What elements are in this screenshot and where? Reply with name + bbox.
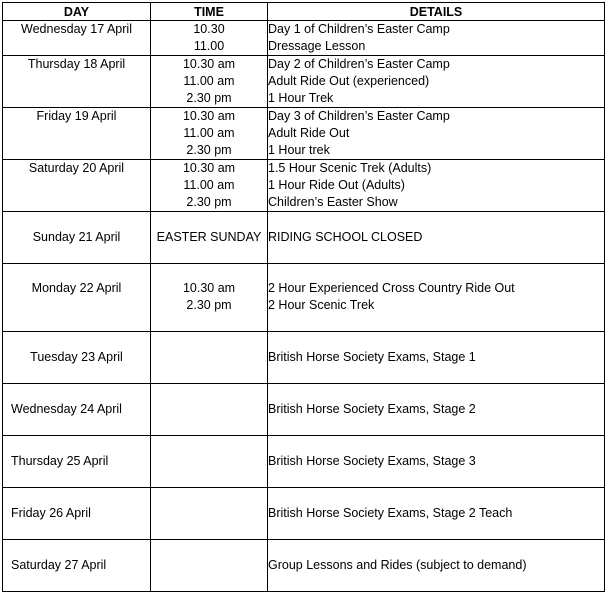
table-row xyxy=(3,108,605,160)
header-row xyxy=(3,3,605,21)
detail-line: Adult Ride Out (experienced) xyxy=(268,74,430,88)
header-time: TIME xyxy=(151,3,268,21)
table-row xyxy=(3,56,605,108)
time-value: 10.30 am xyxy=(182,281,236,295)
time-value: 11.00 xyxy=(193,39,225,53)
details-cell xyxy=(268,332,605,384)
easter-schedule-table xyxy=(2,2,605,592)
header-day: DAY xyxy=(3,3,151,21)
details-cell xyxy=(268,108,605,160)
time-value: 10.30 am xyxy=(182,161,236,175)
table-row xyxy=(3,540,605,592)
details-cell xyxy=(268,56,605,108)
detail-line: Day 3 of Children’s Easter Camp xyxy=(268,109,450,123)
details-cell xyxy=(268,488,605,540)
detail-line: 2 Hour Experienced Cross Country Ride Out xyxy=(268,281,515,295)
day-cell: Wednesday 24 April xyxy=(3,384,151,436)
detail-line: Dressage Lesson xyxy=(268,39,366,53)
table-row xyxy=(3,436,605,488)
time-cell xyxy=(151,108,268,160)
details-cell xyxy=(268,540,605,592)
time-value: 11.00 am xyxy=(183,178,235,192)
day-cell: Saturday 20 April xyxy=(3,160,151,212)
detail-line: 2 Hour Scenic Trek xyxy=(268,298,375,312)
day-cell: Tuesday 23 April xyxy=(3,332,151,384)
day-cell: Sunday 21 April xyxy=(3,212,151,264)
time-cell xyxy=(151,332,268,384)
details-cell xyxy=(268,264,605,332)
time-cell xyxy=(151,540,268,592)
details-cell xyxy=(268,160,605,212)
time-cell xyxy=(151,160,268,212)
time-cell xyxy=(151,21,268,56)
details-cell xyxy=(268,212,605,264)
detail-line: British Horse Society Exams, Stage 1 xyxy=(268,350,476,364)
detail-line: RIDING SCHOOL CLOSED xyxy=(268,230,423,244)
time-cell xyxy=(151,264,268,332)
header-details: DETAILS xyxy=(268,3,605,21)
detail-line: 1 Hour Trek xyxy=(268,91,334,105)
details-cell xyxy=(268,21,605,56)
detail-line: Group Lessons and Rides (subject to demand) xyxy=(268,558,527,572)
table-row xyxy=(3,21,605,56)
day-cell: Wednesday 17 April xyxy=(3,21,151,56)
time-value: 10.30 am xyxy=(182,109,236,123)
time-value: 2.30 pm xyxy=(186,143,232,157)
table-row xyxy=(3,264,605,332)
day-cell: Friday 19 April xyxy=(3,108,151,160)
detail-line: 1 Hour trek xyxy=(268,143,330,157)
table-row xyxy=(3,384,605,436)
detail-line: British Horse Society Exams, Stage 2 Teach xyxy=(268,506,513,520)
day-cell: Monday 22 April xyxy=(3,264,151,332)
day-cell: Friday 26 April xyxy=(3,488,151,540)
detail-line: Children’s Easter Show xyxy=(268,195,398,209)
time-value: 10.30 am xyxy=(182,57,236,71)
table-row xyxy=(3,488,605,540)
time-cell xyxy=(151,488,268,540)
details-cell xyxy=(268,384,605,436)
table-row xyxy=(3,160,605,212)
detail-line: 1 Hour Ride Out (Adults) xyxy=(268,178,405,192)
details-cell xyxy=(268,436,605,488)
detail-line: British Horse Society Exams, Stage 3 xyxy=(268,454,476,468)
day-cell: Saturday 27 April xyxy=(3,540,151,592)
table-row xyxy=(3,332,605,384)
day-cell: Thursday 25 April xyxy=(3,436,151,488)
time-cell xyxy=(151,436,268,488)
time-value: 2.30 pm xyxy=(186,298,232,312)
time-value: 2.30 pm xyxy=(186,91,232,105)
time-value: 2.30 pm xyxy=(186,195,232,209)
time-value: 10.30 xyxy=(193,22,225,36)
day-cell: Thursday 18 April xyxy=(3,56,151,108)
detail-line: Day 2 of Children’s Easter Camp xyxy=(268,57,450,71)
detail-line: British Horse Society Exams, Stage 2 xyxy=(268,402,476,416)
time-value: EASTER SUNDAY xyxy=(156,230,262,244)
detail-line: 1.5 Hour Scenic Trek (Adults) xyxy=(268,161,432,175)
time-value: 11.00 am xyxy=(183,126,235,140)
time-cell xyxy=(151,56,268,108)
time-cell xyxy=(151,212,268,264)
table-row xyxy=(3,212,605,264)
time-value: 11.00 am xyxy=(183,74,235,88)
time-cell xyxy=(151,384,268,436)
detail-line: Day 1 of Children’s Easter Camp xyxy=(268,22,450,36)
detail-line: Adult Ride Out xyxy=(268,126,350,140)
